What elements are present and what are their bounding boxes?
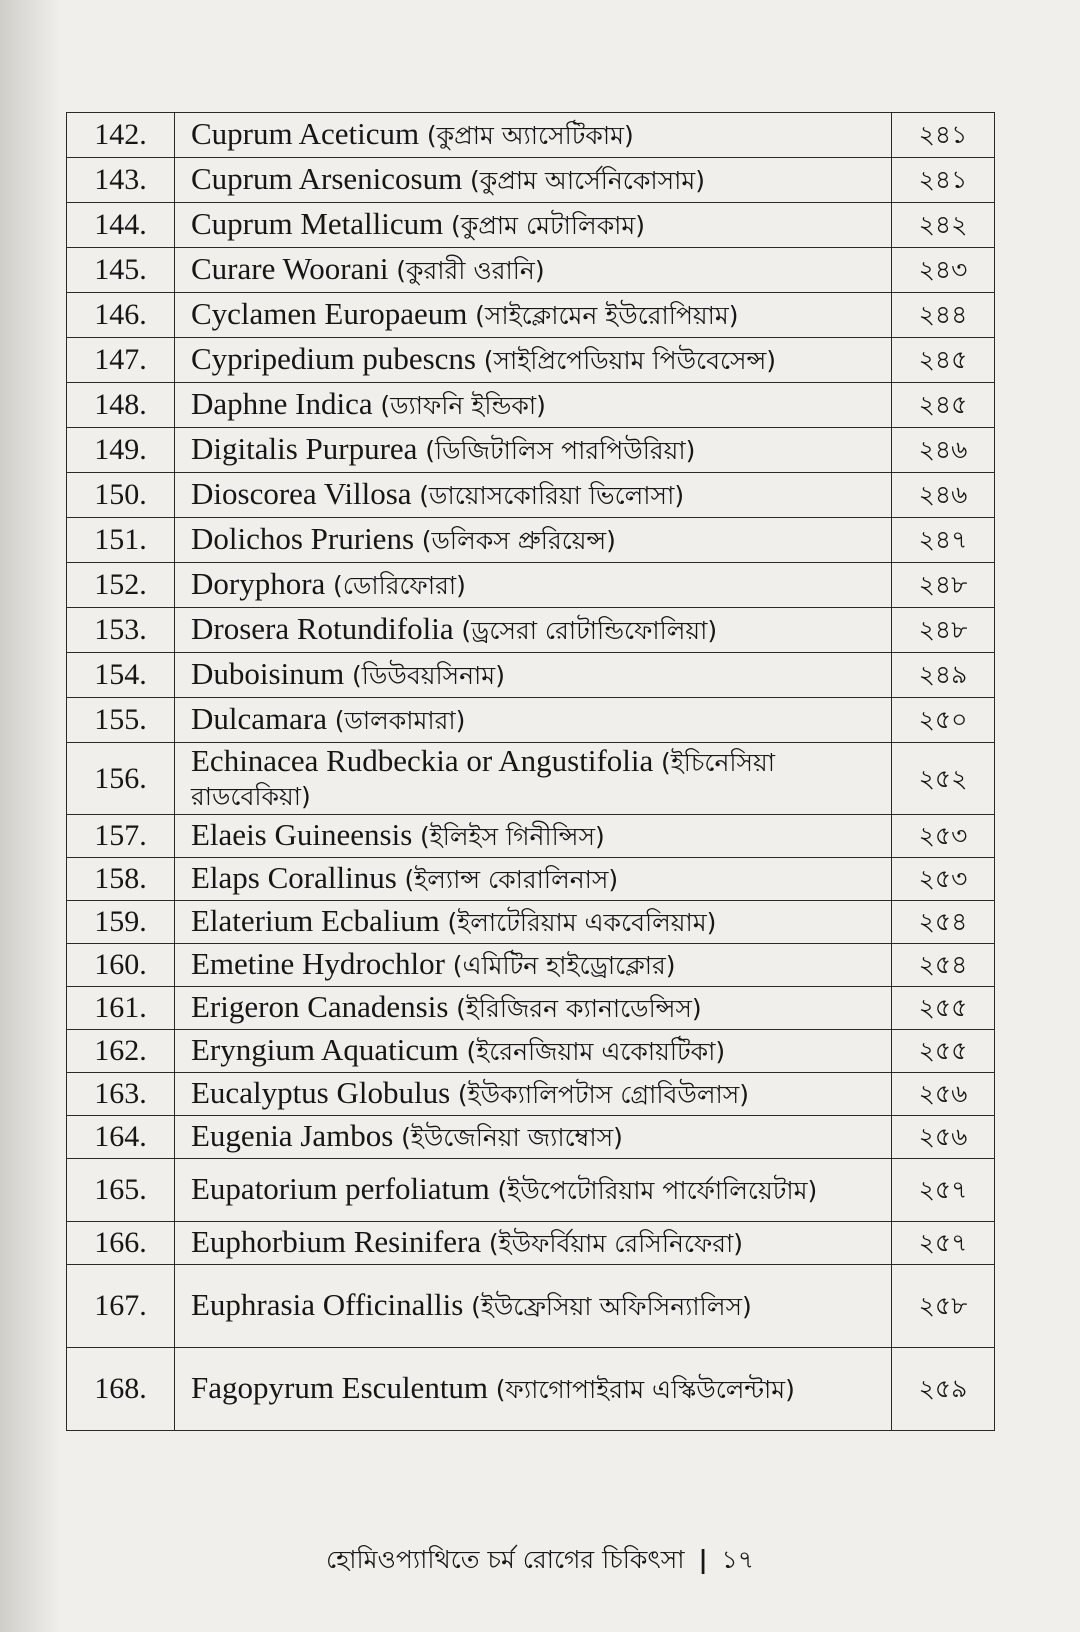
page-reference: ২৫৫ [892,987,995,1030]
entry-number: 156. [67,743,175,815]
remedy-name-cell [175,987,892,1030]
entry-number: 155. [67,698,175,743]
remedy-name-bengali: (ড্যাফনি ইন্ডিকা) [380,391,546,420]
remedy-name-bengali: (ডায়োসকোরিয়া ভিলোসা) [419,481,685,510]
remedy-name-bengali: (ডালকামারা) [334,706,466,735]
entry-number: 145. [67,248,175,293]
remedy-name-cell [175,293,892,338]
remedy-name-bengali: (ডিজিটালিস পারপিউরিয়া) [425,436,696,465]
table-row [67,113,995,158]
page-reference: ২৪৭ [892,518,995,563]
table-row [67,158,995,203]
table-row [67,1159,995,1222]
page-reference: ২৪৮ [892,563,995,608]
remedy-name-bengali: (ড্রসেরা রোটান্ডিফোলিয়া) [461,616,718,645]
remedy-name-bengali: (ইরেনজিয়াম একোয়টিকা) [466,1037,726,1066]
remedy-name-bengali: (ইউক্যালিপটাস গ্রোবিউলাস) [457,1080,750,1109]
remedy-name-english: Curare Woorani [191,251,389,286]
remedy-name-bengali: (সাইপ্রিপেডিয়াম পিউবেসেন্স) [483,346,776,375]
entry-number: 149. [67,428,175,473]
page-reference: ২৫৩ [892,858,995,901]
remedy-name-cell [175,383,892,428]
table-row [67,1265,995,1348]
footer-book-title: হোমিওপ্যাথিতে চর্ম রোগের চিকিৎসা [325,1545,685,1574]
entry-number: 147. [67,338,175,383]
footer-page-number: ১৭ [721,1545,755,1574]
remedy-name-bengali: (ডিউবয়সিনাম) [352,661,505,690]
page-reference: ২৫৭ [892,1222,995,1265]
remedy-name-english: Echinacea Rudbeckia or Angustifolia [191,742,654,778]
entry-number: 165. [67,1159,175,1222]
remedy-name-english: Euphrasia Officinallis [191,1287,464,1322]
entry-number: 144. [67,203,175,248]
remedy-name-english: Cyclamen Europaeum [191,296,468,331]
table-row [67,743,995,815]
remedy-name-bengali: (কুপ্রাম অ্যাসেটিকাম) [426,121,634,150]
page-reference: ২৫২ [892,743,995,815]
page-reference: ২৫৯ [892,1348,995,1431]
remedy-name-cell [175,1116,892,1159]
page-edge-shadow [0,0,60,1632]
remedy-name-english: Dulcamara [191,701,327,736]
footer-separator: | [698,1545,708,1574]
entry-number: 168. [67,1348,175,1431]
page-reference: ২৪৩ [892,248,995,293]
entry-number: 148. [67,383,175,428]
table-row [67,858,995,901]
table-row [67,698,995,743]
entry-number: 162. [67,1030,175,1073]
remedy-name-bengali: (ইচিনেসিয়া রাডবেকিয়া) [191,747,776,811]
remedy-name-cell [175,743,892,815]
entry-number: 152. [67,563,175,608]
remedy-name-bengali: (কুরারী ওরানি) [396,256,545,285]
remedy-name-english: Dolichos Pruriens [191,521,415,556]
page-reference: ২৫৪ [892,901,995,944]
entry-number: 160. [67,944,175,987]
remedy-name-cell [175,203,892,248]
page-reference: ২৫৬ [892,1073,995,1116]
remedy-name-bengali: (ইলিইস গিনীন্সিস) [420,822,605,851]
remedy-name-english: Daphne Indica [191,386,373,421]
remedy-name-cell [175,248,892,293]
entry-number: 161. [67,987,175,1030]
remedy-name-cell [175,518,892,563]
remedy-name-cell [175,1159,892,1222]
page-reference: ২৪৮ [892,608,995,653]
table-row [67,1348,995,1431]
page-reference: ২৫৭ [892,1159,995,1222]
remedy-name-english: Eupatorium perfoliatum [191,1171,490,1206]
remedy-name-bengali: (ইল্যান্স কোরালিনাস) [404,865,619,894]
table-row [67,473,995,518]
page-reference: ২৫০ [892,698,995,743]
remedy-name-cell [175,1265,892,1348]
remedy-name-english: Cypripedium pubescns [191,341,476,376]
table-row [67,1073,995,1116]
remedy-name-bengali: (কুপ্রাম মেটালিকাম) [451,211,646,240]
remedy-name-english: Euphorbium Resinifera [191,1224,482,1259]
remedy-name-cell [175,608,892,653]
remedy-name-english: Emetine Hydrochlor [191,946,445,981]
remedy-name-english: Cuprum Metallicum [191,206,444,241]
table-row [67,203,995,248]
table-row [67,1030,995,1073]
remedy-name-english: Dioscorea Villosa [191,476,412,511]
entry-number: 142. [67,113,175,158]
remedy-name-bengali: (ইউজেনিয়া জ্যাম্বোস) [401,1123,623,1152]
page-reference: ২৪৫ [892,338,995,383]
remedy-name-english: Fagopyrum Esculentum [191,1370,489,1405]
table-row [67,293,995,338]
remedy-name-english: Elaeis Guineensis [191,817,413,852]
remedy-name-english: Cuprum Aceticum [191,116,420,151]
remedy-name-bengali: (কুপ্রাম আর্সেনিকোসাম) [470,166,705,195]
remedy-name-english: Doryphora [191,566,326,601]
remedy-name-english: Elaterium Ecbalium [191,903,440,938]
remedy-name-bengali: (ইউপেটোরিয়াম পার্ফোলিয়েটাম) [497,1176,818,1205]
remedy-name-bengali: (ইলাটেরিয়াম একবেলিয়াম) [447,908,717,937]
table-row [67,338,995,383]
page-reference: ২৫৮ [892,1265,995,1348]
entry-number: 158. [67,858,175,901]
remedy-name-english: Erigeron Canadensis [191,989,449,1024]
remedy-name-cell [175,428,892,473]
entry-number: 150. [67,473,175,518]
remedy-name-bengali: (ফ্যাগোপাইরাম এস্কিউলেন্টাম) [495,1375,795,1404]
table-row [67,248,995,293]
entry-number: 166. [67,1222,175,1265]
remedy-name-english: Drosera Rotundifolia [191,611,454,646]
remedy-name-english: Duboisinum [191,656,345,691]
page-reference: ২৪৬ [892,473,995,518]
remedy-name-bengali: (ইরিজিরন ক্যানাডেন্সিস) [456,994,702,1023]
page-reference: ২৪৪ [892,293,995,338]
entry-number: 153. [67,608,175,653]
remedy-name-cell [175,563,892,608]
remedy-name-bengali: (ইউফ্রেসিয়া অফিসিন্যালিস) [471,1292,752,1321]
entry-number: 154. [67,653,175,698]
remedy-name-cell [175,944,892,987]
remedy-name-cell [175,815,892,858]
remedy-name-cell [175,338,892,383]
remedy-index-table [66,112,995,1431]
page-reference: ২৪৯ [892,653,995,698]
remedy-name-bengali: (ইউফর্বিয়াম রেসিনিফেরা) [488,1229,743,1258]
remedy-name-english: Eucalyptus Globulus [191,1075,451,1110]
remedy-index-rows [67,113,995,1431]
remedy-name-cell [175,113,892,158]
entry-number: 151. [67,518,175,563]
table-row [67,518,995,563]
table-row [67,653,995,698]
remedy-name-cell [175,901,892,944]
entry-number: 164. [67,1116,175,1159]
remedy-name-bengali: (এমিটিন হাইড্রোক্লোর) [452,951,676,980]
remedy-name-cell [175,158,892,203]
remedy-name-english: Eugenia Jambos [191,1118,394,1153]
table-row [67,987,995,1030]
table-row [67,901,995,944]
table-row [67,608,995,653]
remedy-name-cell [175,698,892,743]
remedy-name-cell [175,473,892,518]
page-reference: ২৫৪ [892,944,995,987]
entry-number: 159. [67,901,175,944]
remedy-name-bengali: (সাইক্লোমেন ইউরোপিয়াম) [475,301,739,330]
table-row [67,815,995,858]
page-reference: ২৫৩ [892,815,995,858]
page-reference: ২৪১ [892,113,995,158]
remedy-name-bengali: (ডলিকস প্রুরিয়েন্স) [421,526,616,555]
table-row [67,1116,995,1159]
remedy-name-english: Cuprum Arsenicosum [191,161,463,196]
table-row [67,944,995,987]
entry-number: 146. [67,293,175,338]
remedy-name-english: Elaps Corallinus [191,860,397,895]
remedy-name-bengali: (ডোরিফোরা) [333,571,466,600]
remedy-name-cell [175,858,892,901]
remedy-name-english: Digitalis Purpurea [191,431,418,466]
page-reference: ২৪৫ [892,383,995,428]
page-reference: ২৫৬ [892,1116,995,1159]
page-reference: ২৪৬ [892,428,995,473]
remedy-name-cell [175,1348,892,1431]
remedy-name-cell [175,1222,892,1265]
remedy-name-english: Eryngium Aquaticum [191,1032,459,1067]
table-row [67,1222,995,1265]
remedy-name-cell [175,653,892,698]
entry-number: 143. [67,158,175,203]
entry-number: 163. [67,1073,175,1116]
page-footer [0,1540,1080,1583]
table-row [67,563,995,608]
table-row [67,428,995,473]
table-row [67,383,995,428]
entry-number: 157. [67,815,175,858]
page-reference: ২৫৫ [892,1030,995,1073]
page-reference: ২৪২ [892,203,995,248]
remedy-name-cell [175,1073,892,1116]
entry-number: 167. [67,1265,175,1348]
remedy-name-cell [175,1030,892,1073]
page-reference: ২৪১ [892,158,995,203]
